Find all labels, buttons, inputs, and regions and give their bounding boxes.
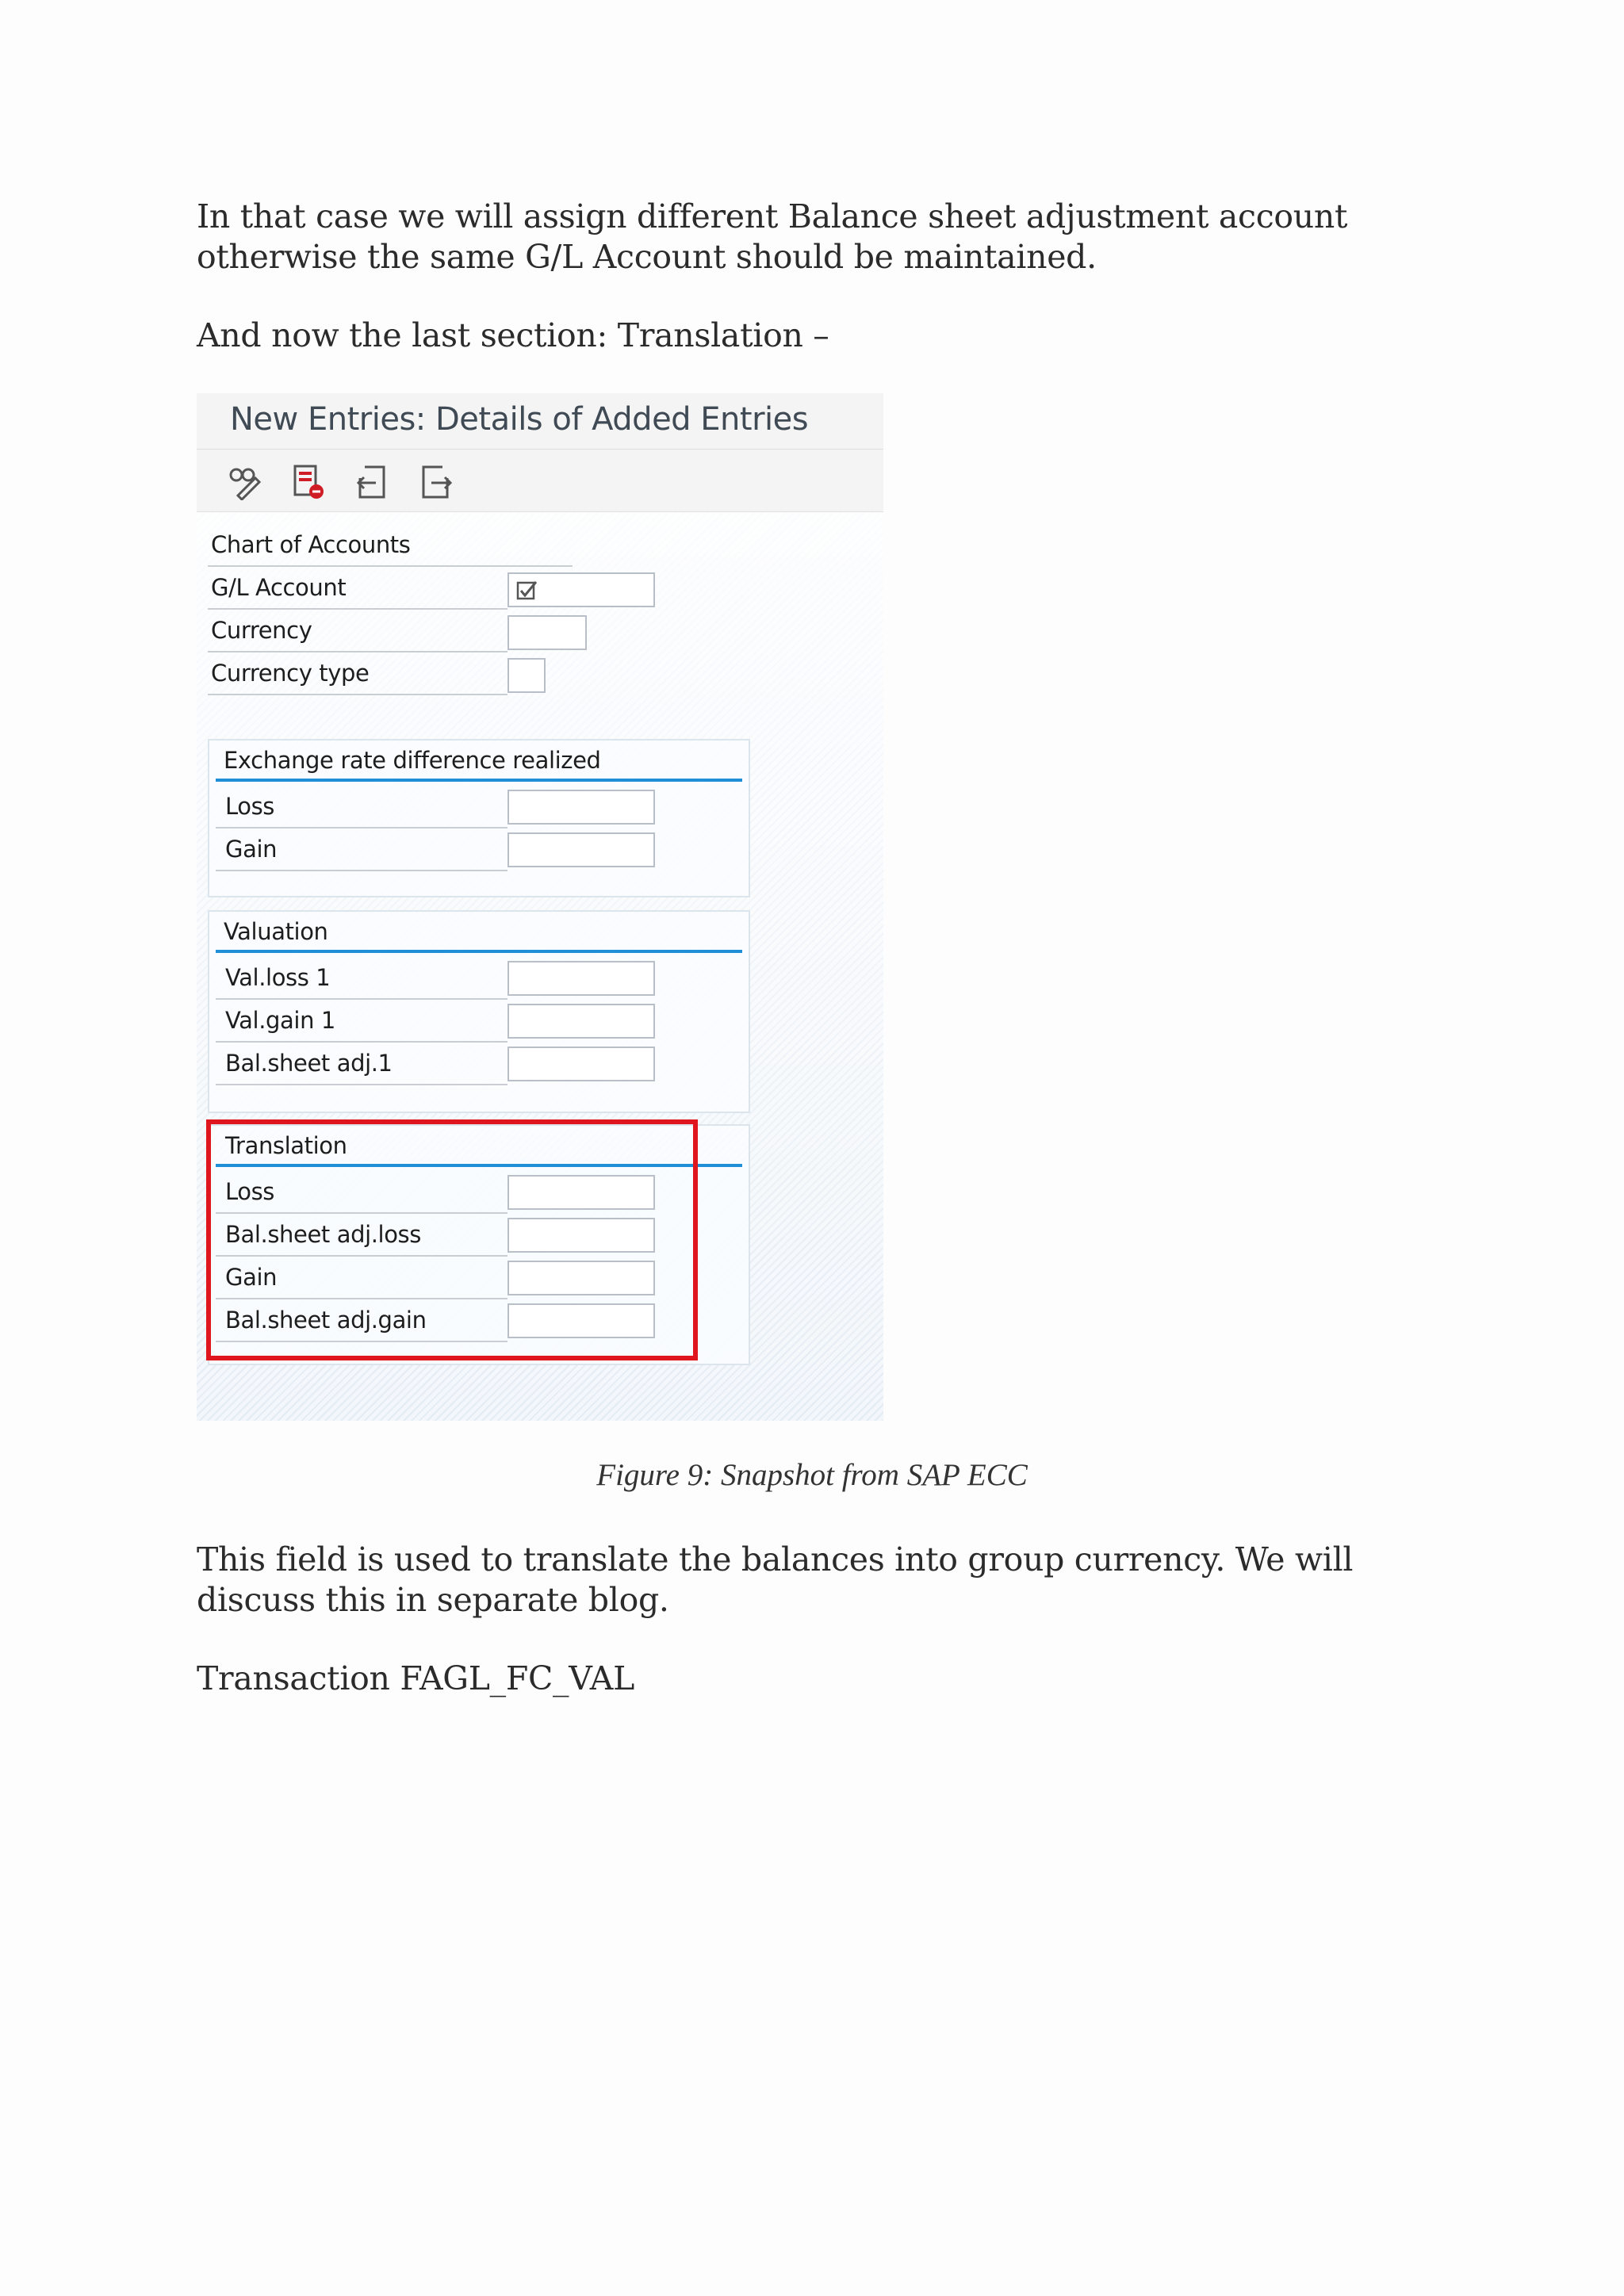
checkbox-icon[interactable] (515, 579, 539, 603)
exchange-rate-group-title: Exchange rate difference realized (224, 747, 601, 774)
exchange-rate-group (208, 739, 750, 897)
exchange-gain-label: Gain (225, 836, 278, 863)
sap-form-body (197, 512, 883, 1421)
valuation-group-title: Valuation (224, 918, 328, 945)
underline (216, 870, 508, 871)
underline (216, 1084, 508, 1085)
gl-account-label: G/L Account (211, 574, 347, 601)
previous-entry-icon[interactable] (354, 464, 390, 500)
exchange-loss-field[interactable] (508, 790, 655, 825)
sap-window-title: New Entries: Details of Added Entries (230, 401, 809, 438)
figure-caption: Figure 9: Snapshot from SAP ECC (596, 1458, 1028, 1492)
underline (208, 651, 508, 652)
currency-field[interactable] (508, 615, 587, 650)
valuation-group (208, 910, 750, 1113)
delete-entry-icon[interactable] (290, 464, 327, 500)
chart-of-accounts-label: Chart of Accounts (211, 531, 411, 558)
sap-screenshot (197, 393, 883, 1421)
currency-label: Currency (211, 617, 312, 644)
exchange-loss-label: Loss (225, 793, 275, 820)
group-accent-line (216, 779, 742, 782)
translation-gain-label: Gain (225, 1264, 278, 1291)
underline (216, 1041, 508, 1043)
translation-loss-label: Loss (225, 1178, 275, 1205)
underline (208, 565, 573, 567)
bal-sheet-adj-field[interactable] (508, 1047, 655, 1081)
group-accent-line (216, 950, 742, 953)
display-change-icon[interactable] (227, 464, 263, 500)
underline (208, 694, 508, 695)
sap-title-bar (197, 393, 883, 450)
exchange-gain-field[interactable] (508, 832, 655, 867)
bal-sheet-adj-loss-label: Bal.sheet adj.loss (225, 1221, 421, 1248)
bal-sheet-adj-label: Bal.sheet adj.1 (225, 1050, 393, 1077)
next-entry-icon[interactable] (417, 464, 454, 500)
underline (216, 827, 508, 828)
currency-type-field[interactable] (508, 658, 546, 693)
section-intro: And now the last section: Translation – (197, 316, 829, 354)
transaction-line: Transaction FAGL_FC_VAL (197, 1659, 635, 1697)
intro-paragraph: In that case we will assign different Balance sheet adjustment account otherwise the same G/L Account should be maintained. (197, 197, 1348, 276)
gl-account-field[interactable] (508, 572, 655, 607)
val-loss-label: Val.loss 1 (225, 964, 331, 991)
sap-toolbar (197, 450, 883, 512)
val-gain-field[interactable] (508, 1004, 655, 1039)
val-gain-label: Val.gain 1 (225, 1007, 335, 1034)
underline (216, 998, 508, 1000)
underline (208, 608, 508, 610)
currency-type-label: Currency type (211, 660, 370, 687)
translation-highlight-box (206, 1119, 698, 1360)
explanation-paragraph: This field is used to translate the balances into group currency. We will discuss this in separate blog. (197, 1540, 1354, 1619)
translation-group-title: Translation (225, 1132, 347, 1159)
bal-sheet-adj-gain-label: Bal.sheet adj.gain (225, 1307, 427, 1334)
val-loss-field[interactable] (508, 961, 655, 996)
